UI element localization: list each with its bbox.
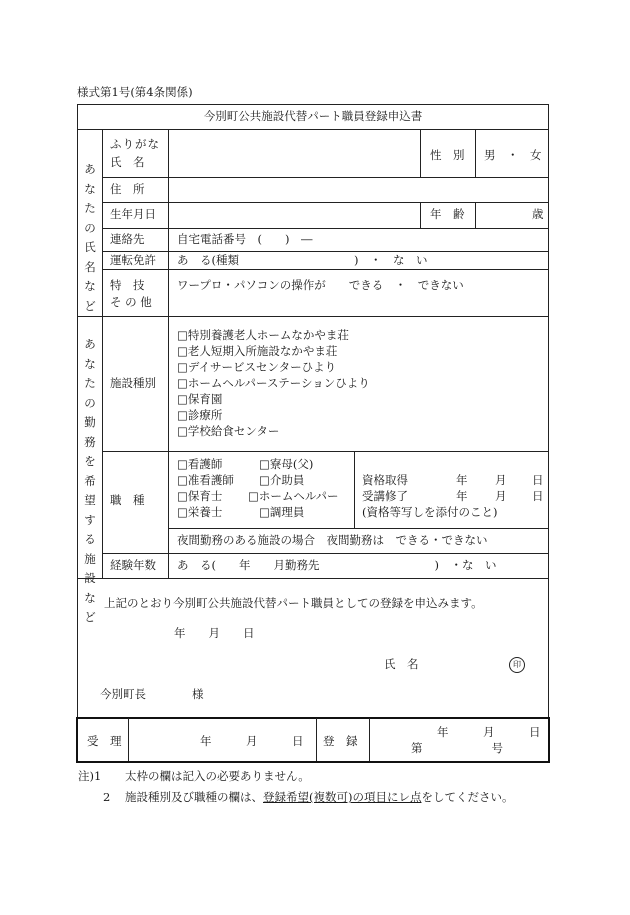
address-label: 住 所 — [110, 182, 145, 196]
section-divider — [77, 578, 549, 579]
note-2-part-c: をしてください。 — [421, 790, 514, 804]
facility-option[interactable]: □ホームヘルパーステーションひより — [177, 376, 370, 390]
day-label: 日 — [532, 473, 544, 487]
qualification-col-divider — [354, 451, 355, 528]
facility-option[interactable]: □デイサービスセンターひより — [177, 360, 337, 374]
registration-number: 第 号 — [411, 741, 503, 755]
section-divider — [77, 316, 549, 317]
office-col-divider — [369, 718, 370, 761]
table-border-top — [77, 104, 549, 105]
job-option[interactable]: □看護師 — [177, 457, 223, 471]
table-border-left — [77, 104, 78, 718]
row-divider — [102, 251, 549, 252]
work-side-label: あなたの勤務を希望する施設など — [84, 337, 96, 624]
row-divider — [102, 228, 549, 229]
office-box-right — [548, 717, 550, 763]
qualification-note: (資格等写しを添付のこと) — [362, 505, 498, 519]
day-label: 日 — [532, 489, 544, 503]
qualification-acquired-label: 資格取得 — [362, 473, 408, 487]
facility-option[interactable]: □診療所 — [177, 408, 223, 422]
gender-col-divider — [420, 129, 421, 177]
form-title: 今別町公共施設代替パート職員登録申込書 — [203, 109, 423, 123]
label-column-divider — [168, 129, 169, 578]
row-divider — [102, 202, 549, 203]
office-box-top — [76, 717, 550, 719]
license-label: 運転免許 — [110, 253, 156, 267]
note-1: 太枠の欄は記入の必要ありません。 — [125, 769, 310, 783]
age-label: 年 齢 — [430, 207, 465, 221]
job-option[interactable]: □保育士 — [177, 489, 223, 503]
job-option[interactable]: □栄養士 — [177, 505, 223, 519]
furigana-label: ふりがな — [110, 137, 160, 151]
night-shift-line: 夜間勤務のある施設の場合 夜間勤務は できる・できない — [177, 533, 488, 547]
job-option[interactable]: □調理員 — [259, 505, 305, 519]
receipt-label: 受 理 — [87, 734, 122, 748]
note-2-underlined: 登録希望(複数可)の項目にレ点 — [263, 790, 422, 804]
seal-icon: 印 — [509, 657, 525, 673]
course-completed-label: 受講修了 — [362, 489, 408, 503]
addressee: 今別町長 様 — [100, 687, 204, 701]
office-col-divider — [128, 718, 129, 761]
license-value: あ る(種類 ) ・ な い — [177, 253, 428, 267]
skills-label-2: そ の 他 — [110, 295, 152, 309]
experience-value: あ る( 年 月勤務先 ) ・な い — [177, 558, 497, 572]
receipt-date: 年 月 日 — [200, 734, 304, 748]
signature-label: 氏 名 — [384, 657, 419, 671]
form-number: 様式第1号(第4条関係) — [77, 85, 193, 99]
gender-label: 性 別 — [430, 148, 465, 162]
office-box-left — [76, 717, 78, 763]
job-option[interactable]: □介助員 — [259, 473, 305, 487]
year-label: 年 — [456, 489, 468, 503]
contact-value: 自宅電話番号 ( ) ― — [177, 232, 313, 246]
age-unit: 歳 — [532, 207, 544, 221]
office-col-divider — [316, 718, 317, 761]
month-label: 月 — [495, 489, 507, 503]
facility-option[interactable]: □学校給食センター — [177, 424, 280, 438]
row-divider — [168, 528, 549, 529]
note-2-part-a: 施設種別及び職種の欄は、 — [125, 790, 263, 804]
month-label: 月 — [495, 473, 507, 487]
name-label: 氏 名 — [110, 155, 145, 169]
note-2-prefix: 2 — [103, 790, 111, 804]
table-border-right — [548, 104, 549, 718]
declaration-date: 年 月 日 — [174, 626, 255, 640]
facility-option[interactable]: □特別養護老人ホームなかやま荘 — [177, 328, 349, 342]
note-2 — [125, 792, 513, 804]
job-option[interactable]: □寮母(父) — [259, 457, 314, 471]
declaration-statement: 上記のとおり今別町公共施設代替パート職員としての登録を申込みます。 — [104, 596, 483, 610]
job-option[interactable]: □ホームヘルパー — [248, 489, 339, 503]
facility-label: 施設種別 — [110, 376, 156, 390]
applicant-side-label: あなたの氏名など — [84, 162, 96, 313]
registration-label: 登 録 — [323, 734, 358, 748]
experience-label: 経験年数 — [110, 558, 156, 572]
title-row-divider — [77, 129, 549, 130]
registration-date: 年 月 日 — [437, 725, 541, 739]
row-divider — [102, 451, 549, 452]
job-label: 職 種 — [110, 493, 145, 507]
job-option[interactable]: □准看護師 — [177, 473, 234, 487]
facility-option[interactable]: □保育園 — [177, 392, 223, 406]
birthdate-label: 生年月日 — [110, 207, 156, 221]
row-divider — [102, 269, 549, 270]
gender-options: 男 ・ 女 — [484, 148, 542, 162]
skills-value: ワープロ・パソコンの操作が できる ・ できない — [177, 278, 464, 292]
office-box-bottom — [76, 761, 550, 763]
year-label: 年 — [456, 473, 468, 487]
facility-option[interactable]: □老人短期入所施設なかやま荘 — [177, 344, 338, 358]
skills-label-1: 特 技 — [110, 278, 145, 292]
row-divider — [102, 177, 549, 178]
row-divider — [102, 553, 549, 554]
age-col-divider — [420, 202, 421, 228]
age-col-divider — [475, 202, 476, 228]
note-1-prefix: 注)1 — [78, 769, 102, 783]
side-label-divider — [102, 129, 103, 578]
gender-col-divider — [475, 129, 476, 177]
contact-label: 連絡先 — [110, 232, 145, 246]
